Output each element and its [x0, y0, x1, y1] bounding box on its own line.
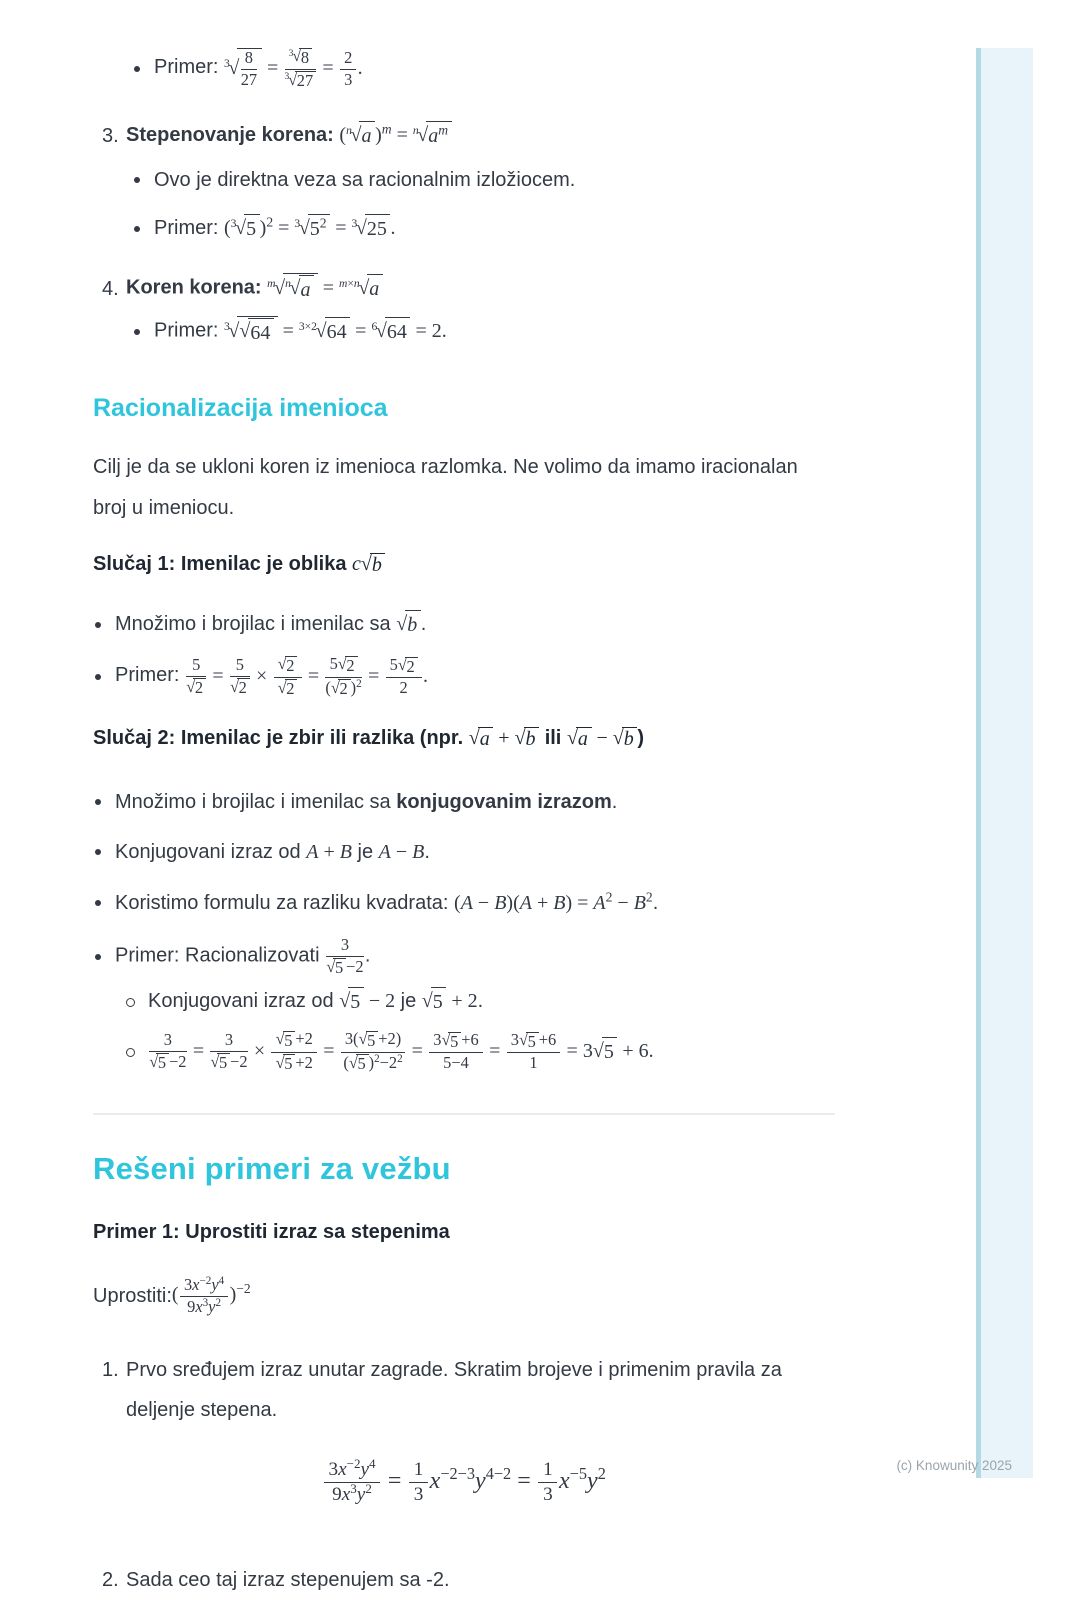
list-item-text: Primer: $^3$√ $\frac{8}{27}$ = $\frac{^3√8}{^3√27}$ = $\frac{2}{3}$ . — [154, 46, 363, 91]
list-item-text: Primer: ($^3$√5 )$^2 = ^3√5^2 = ^3√25$ . — [154, 214, 395, 244]
list-item — [134, 210, 835, 248]
bullet-icon — [134, 66, 140, 72]
list-item-text: $\frac{3}{√5 -2}$ = $\frac{3}{√5 -2}$ × $\frac{√5 +2}{√5 +2}$ = $\frac{3(√5 +2)}{(√5 )^2-2^2}$ = $\frac{3√5 +6}{5-4}$ = $\frac{3√5 +6}{1}$ = 3√5 + 6. — [149, 1029, 654, 1074]
list-item — [134, 164, 835, 196]
list-item — [95, 935, 835, 979]
step-number: 2. — [102, 1569, 119, 1591]
section-heading-racionalizacija: Racionalizacija imenioca — [93, 394, 388, 422]
item-title: Koren korena: $^m$√$^n$√a = $^{m\times n}$√a — [126, 273, 383, 304]
bullet-icon — [134, 177, 140, 183]
case2-heading: Slučaj 2: Imenilac je zbir ili razlika (npr. √a + √b ili √a − √b ) — [93, 726, 645, 751]
footer-copyright: (c) Knowunity 2025 — [896, 1458, 1012, 1473]
step-item-2 — [102, 1560, 835, 1600]
step-item-1 — [102, 1350, 835, 1430]
bullet-icon — [95, 954, 101, 960]
list-item — [95, 609, 835, 641]
list-item-text: Ovo je direktna veza sa racionalnim izložiocem. — [154, 168, 576, 191]
section-paragraph: Cilj je da se ukloni koren iz imenioca razlomka. Ne volimo da imamo iracionalan broj u imeniocu. — [93, 456, 798, 519]
display-equation: $\frac{3x^{-2}y^4}{9x^3y^2}$ = $\frac{1}{3}$ $x^{-2-3}y^{4-2}$ = $\frac{1}{3}$ $x^{-5}y^2$ — [93, 1444, 835, 1520]
list-item — [95, 787, 835, 817]
list-item — [95, 837, 835, 867]
document-content — [93, 40, 835, 1600]
bullet-icon — [134, 226, 140, 232]
section-heading-reseni-primeri: Rešeni primeri za vežbu — [93, 1151, 451, 1186]
step-text: Prvo sređujem izraz unutar zagrade. Skratim brojeve i primenim pravila za deljenje stepena. — [126, 1359, 782, 1421]
sub-list-item — [126, 985, 835, 1019]
list-item-text: Primer: Racionalizovati $\frac{3}{√5 -2}$ . — [115, 935, 371, 978]
list-item — [95, 651, 835, 703]
item-number: 3. — [102, 124, 119, 147]
list-item-text: Konjugovani izraz od √5 − 2 je √5 + 2. — [148, 987, 483, 1017]
list-item-text: Množimo i brojilac i imenilac sa konjugovanim izrazom. — [115, 790, 618, 813]
list-item-text: Primer: $\frac{5}{√2}$ = $\frac{5}{√2}$ × $\frac{√2}{√2}$ = $\frac{5√2}{(√2 )^2}$ = $\frac{5√2}{2}$ . — [115, 654, 429, 699]
step-text: Sada ceo taj izraz stepenujem sa -2. — [126, 1569, 450, 1591]
list-item — [134, 314, 835, 350]
bullet-icon — [95, 622, 101, 628]
bullet-icon — [95, 849, 101, 855]
bullet-icon — [134, 329, 140, 335]
bullet-icon — [95, 900, 101, 906]
numbered-item-4 — [102, 270, 835, 308]
numbered-item-3 — [102, 116, 835, 156]
step-number: 1. — [102, 1359, 119, 1381]
circle-bullet-icon — [126, 1048, 135, 1057]
example1-task: Uprostiti: ( $\frac{3x^{-2}y^4}{9x^3y^2}$ )$^{-2}$ — [93, 1274, 251, 1316]
example1-heading: Primer 1: Uprostiti izraz sa stepenima — [93, 1221, 450, 1243]
sub-list-item — [126, 1027, 835, 1077]
item-title: Stepenovanje korena: ($^n$√a )$^m = ^n√a^m$ — [126, 121, 452, 151]
list-item-text: Primer: $^3$√√64 = $^{3\times 2}$√64 = $^6$√64 = 2. — [154, 316, 447, 347]
list-item-text: Konjugovani izraz od A + B je A − B. — [115, 840, 430, 863]
section-divider — [93, 1113, 835, 1115]
circle-bullet-icon — [126, 998, 135, 1007]
list-item-text: Koristimo formulu za razliku kvadrata: $(A - B)(A + B) = A^2 - B^2$. — [115, 889, 659, 914]
list-item-text: Množimo i brojilac i imenilac sa √b . — [115, 610, 426, 640]
case1-heading: Slučaj 1: Imenilac je oblika c√b — [93, 553, 835, 583]
bullet-icon — [95, 674, 101, 680]
list-item — [134, 40, 835, 98]
bullet-icon — [95, 799, 101, 805]
page-side-accent-bar — [976, 48, 1033, 1478]
item-number: 4. — [102, 277, 119, 300]
list-item — [95, 887, 835, 919]
